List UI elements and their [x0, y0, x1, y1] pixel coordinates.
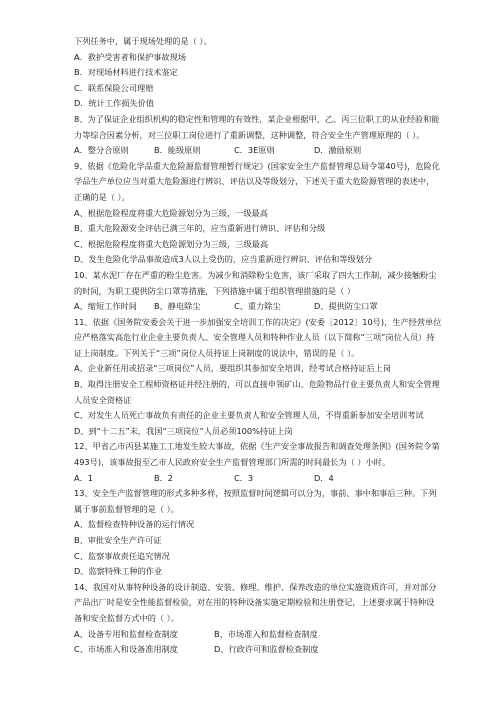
- q8-option-b: B．能级原则: [154, 145, 201, 156]
- q10-option-b: B、静电除尘: [154, 301, 201, 312]
- q8-option-a: A．整分合原则: [74, 145, 129, 156]
- q12-option-d: D．4: [314, 472, 334, 483]
- q11-option-a: A、企业新任用或招录“三项岗位”人员，要组织其参加安全培训，经考试合格持证后上岗: [74, 363, 392, 374]
- q10-options: [74, 299, 442, 315]
- q13-option-d: D、监察特殊工种的作业: [74, 566, 163, 577]
- q9-option-b: B、重大危险源安全评估已满三年的，应当重新进行辨识、评估和分级: [74, 223, 326, 234]
- q12-options: [74, 471, 442, 487]
- q9-option-c: C、根据危险程度将重大危险源划分为三级，三级最高: [74, 238, 269, 249]
- q10-stem: 10、某水泥厂存在严重的粉尘危害。为减少和消除粉尘危害，该厂采取了四大工作制，减少接触粉尘的时间，为职工提供防尘口罩等措施，下列措施中属于组织管理措施的是（ ）: [74, 269, 437, 296]
- q10-option-a: A、缩短工作时间: [74, 301, 137, 312]
- q11-option-c: C、对发生人员死亡事故负有责任的企业主要负责人和安全管理人员，不得重新参加安全培训考试: [74, 410, 424, 421]
- q9-stem: 9、依据《危险化学品重大危险源监督管理暂行规定》(国家安全生产监督管理总局令第40号)，危险化学品生产单位应当对重大危险源进行辨识、评估以及等级划分，下述关于重大危险源管理的表述中，正确的是（ ）。: [74, 160, 440, 202]
- q8-option-c: C．3E原则: [234, 145, 275, 156]
- q14-option-c: C、市场准入和设备准用制度: [74, 644, 178, 655]
- q13-option-c: C、监察事故责任追究情况: [74, 550, 170, 561]
- q14-options-row-1: [74, 627, 442, 643]
- q10-option-c: C、重力除尘: [234, 301, 281, 312]
- q10-option-d: D、提供防尘口罩: [314, 301, 378, 312]
- q12-stem: 12、甲省乙市丙县某施工工地发生较大事故，依据《生产安全事故报告和调查处理条例》(国务院令第493号)，该事故报至乙市人民政府安全生产监督管理部门所需的时间最长为（ ）小时。: [74, 441, 440, 468]
- q7-option-d: D．统计工作损失价值: [74, 98, 154, 109]
- q14-option-b: B、市场准入和监督检查制度: [214, 628, 318, 639]
- q9-option-a: A、根据危险程度将重大危险源划分为三级，一级最高: [74, 207, 268, 218]
- q11-option-b: B、取得注册安全工程师资格证并经注册的，可以直接申领矿山、危险物品行业主要负责人和安全管理人员安全资格证: [74, 379, 440, 405]
- q13-stem: 13、安全生产监督管理的形式多种多样，按照监督时间逻辑可以分为，事前、事中和事后三种。下列属于事前监督管理的是（ ）。: [74, 488, 437, 514]
- q14-stem: 14、我国对从事特种设备的设计制造、安装、修理、维护、保养改造的单位实施资质许可，并对部分产品出厂时是安全性能监督检验，对在用的特种设备实施定期检验和注册登记，上述要求属于特种设备和安全监督方式中的（ ）。: [74, 581, 437, 623]
- q12-option-a: A．1: [74, 472, 93, 483]
- q7-option-b: B．对现场材料进行技术鉴定: [74, 67, 178, 78]
- q14-option-a: A、设备专用和监督检查制度: [74, 628, 178, 639]
- q14-option-d: D、行政许可和监督检查制度: [214, 644, 319, 655]
- q8-stem: 8、为了保证企业组织机构的稳定性和管理的有效性，某企业根据甲、乙、丙三位职工的从业经验和能力等综合因素分析，对三位职工岗位进行了重新调整，这种调整，符合安全生产管理原理的（ ）。: [74, 113, 440, 140]
- q7-stem: 下列任务中，属于现场处理的是（ ）。: [74, 36, 212, 46]
- q8-option-d: D．激励原则: [314, 145, 362, 156]
- q12-option-b: B．2: [154, 472, 174, 483]
- q12-option-c: C．3: [234, 472, 254, 483]
- q7-option-a: A．救护受害者和保护事故现场: [74, 51, 187, 62]
- q13-option-a: A、监督检查特种设备的运行情况: [74, 519, 195, 530]
- q14-options-row-2: [74, 642, 442, 658]
- q8-options: [74, 143, 442, 159]
- q7-option-c: C．联系保险公司理赔: [74, 82, 154, 93]
- q11-stem: 11、依据《国务院安委会关于进一步加强安全培训工作的决定》(安委〔2012〕10号)，生产经营单位应严格落实高危行业企业主要负责人、安全管理人员和特种作业人员（以下简称“三项”岗位人员）持证上岗制度。下列关于“三项”岗位人员持证上岗制度的说法中，错误的是（ ）。: [74, 316, 442, 358]
- q11-option-d: D、到“十二五”末，我国“三项岗位”人员必须100%持证上岗: [74, 425, 293, 436]
- q13-option-b: B、审批安全生产许可证: [74, 535, 162, 545]
- q9-option-d: D、发生危险化学品事故造成3人以上受伤的，应当重新进行辨识、评估和等级划分: [74, 254, 373, 265]
